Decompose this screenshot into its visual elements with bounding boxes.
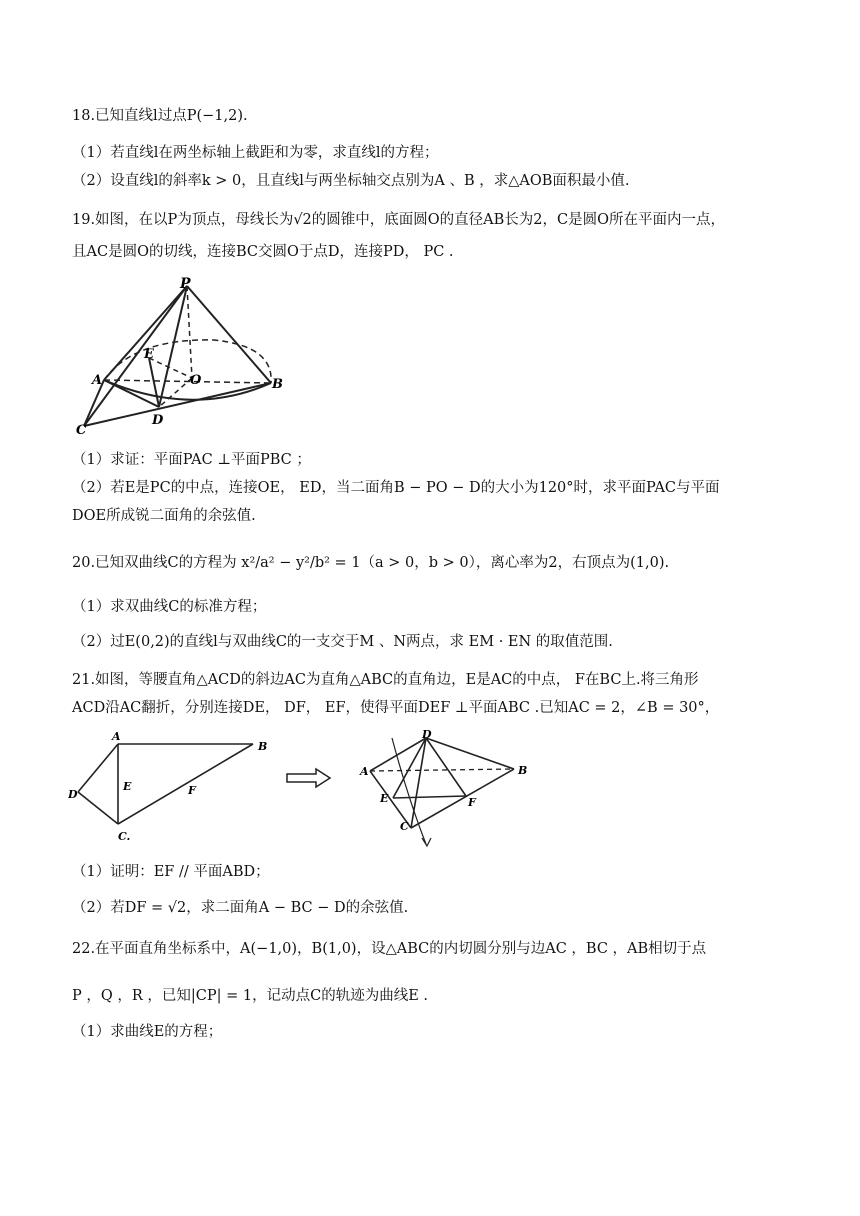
problem-19-part-2: （2）若E是PC的中点，连接OE， ED，当二面角B − PO − D的大小为120°时，求平面PAC与平面 — [72, 480, 720, 496]
cone-label-P: P — [180, 276, 191, 292]
cone-line-PO — [187, 286, 192, 378]
folded-line-CB — [411, 769, 514, 828]
cone-label-C: C — [76, 423, 87, 436]
problem-21-part-1: （1）证明：EF // 平面ABD； — [72, 864, 270, 880]
flat-line-AD — [78, 744, 118, 792]
cone-line-PA — [104, 286, 187, 380]
problem-18-stem: 18.已知直线l过点P(−1,2). — [72, 108, 248, 124]
problem-22-part-1: （1）求曲线E的方程； — [72, 1024, 223, 1040]
fold-arrow-icon — [284, 766, 334, 790]
cone-line-AD — [104, 380, 159, 407]
cone-figure — [74, 276, 296, 436]
folded-line-DB — [426, 738, 514, 769]
problem-21-stem: 21.如图，等腰直角△ACD的斜边AC为直角△ABC的直角边，E是AC的中点， F在BC上.将三角形 — [72, 672, 699, 688]
cone-line-AB — [104, 380, 271, 383]
folded-label-F: F — [468, 796, 476, 809]
problem-19-stem: 19.如图，在以P为顶点，母线长为√2的圆锥中，底面圆O的直径AB长为2，C是圆O所在平面内一点， — [72, 212, 725, 228]
folded-line-EF — [393, 796, 466, 798]
folded-figure — [356, 728, 536, 856]
cone-line-PB — [187, 286, 271, 383]
flat-label-F: F — [188, 784, 196, 797]
cone-line-ED — [149, 358, 159, 407]
folded-label-B: B — [518, 764, 528, 777]
flat-line-DC — [78, 792, 118, 824]
folded-label-A: A — [360, 765, 369, 778]
cone-label-E: E — [144, 347, 154, 362]
problem-19-stem-cont: 且AC是圆O的切线，连接BC交圆O于点D，连接PD， PC . — [72, 244, 454, 260]
flat-label-D: D — [68, 788, 78, 801]
problem-18-part-1: （1）若直线l在两坐标轴上截距和为零，求直线l的方程； — [72, 145, 439, 161]
folded-label-E: E — [380, 792, 389, 805]
folded-label-C: C — [400, 820, 409, 833]
problem-18-part-2: （2）设直线l的斜率k > 0，且直线l与两坐标轴交点别为A 、B ，求△AOB面积最小值. — [72, 173, 630, 189]
folded-line-DF — [426, 738, 466, 796]
cone-base-back-arc — [104, 340, 271, 383]
problem-19-part-2-cont: DOE所成锐二面角的余弦值. — [72, 508, 256, 524]
problem-22-stem: 22.在平面直角坐标系中，A(−1,0)，B(1,0)，设△ABC的内切圆分别与边AC ，BC ，AB相切于点 — [72, 941, 707, 957]
flat-triangle-figure — [68, 728, 278, 848]
cone-label-B: B — [272, 377, 283, 392]
cone-label-O: O — [190, 373, 202, 388]
problem-22-stem-cont: P ，Q ，R ，已知|CP| = 1，记动点C的轨迹为曲线E . — [72, 988, 428, 1004]
flat-label-B: B — [258, 740, 268, 753]
folded-rotation-arrowhead — [422, 838, 431, 846]
problem-19-part-1: （1）求证：平面PAC ⊥平面PBC ； — [72, 452, 311, 468]
problem-21-stem-cont: ACD沿AC翻折，分别连接DE， DF， EF，使得平面DEF ⊥平面ABC .已知AC = 2，∠B = 30°， — [72, 700, 720, 716]
problem-20-part-2: （2）过E(0,2)的直线l与双曲线C的一支交于M 、N两点，求 EM · EN 的取值范围. — [72, 634, 613, 650]
cone-label-D: D — [152, 413, 164, 428]
folded-label-D: D — [422, 728, 432, 741]
flat-label-A: A — [112, 730, 121, 743]
flat-label-C: C. — [118, 830, 131, 843]
cone-label-A: A — [92, 373, 103, 388]
problem-21-part-2: （2）若DF = √2，求二面角A − BC − D的余弦值. — [72, 900, 409, 916]
problem-20-stem: 20.已知双曲线C的方程为 x²/a² − y²/b² = 1（a > 0，b > 0），离心率为2，右顶点为(1,0). — [72, 555, 670, 571]
problem-20-part-1: （1）求双曲线C的标准方程； — [72, 599, 267, 615]
flat-line-CB — [118, 744, 253, 824]
flat-label-E: E — [123, 780, 132, 793]
folded-line-AB — [370, 769, 514, 771]
